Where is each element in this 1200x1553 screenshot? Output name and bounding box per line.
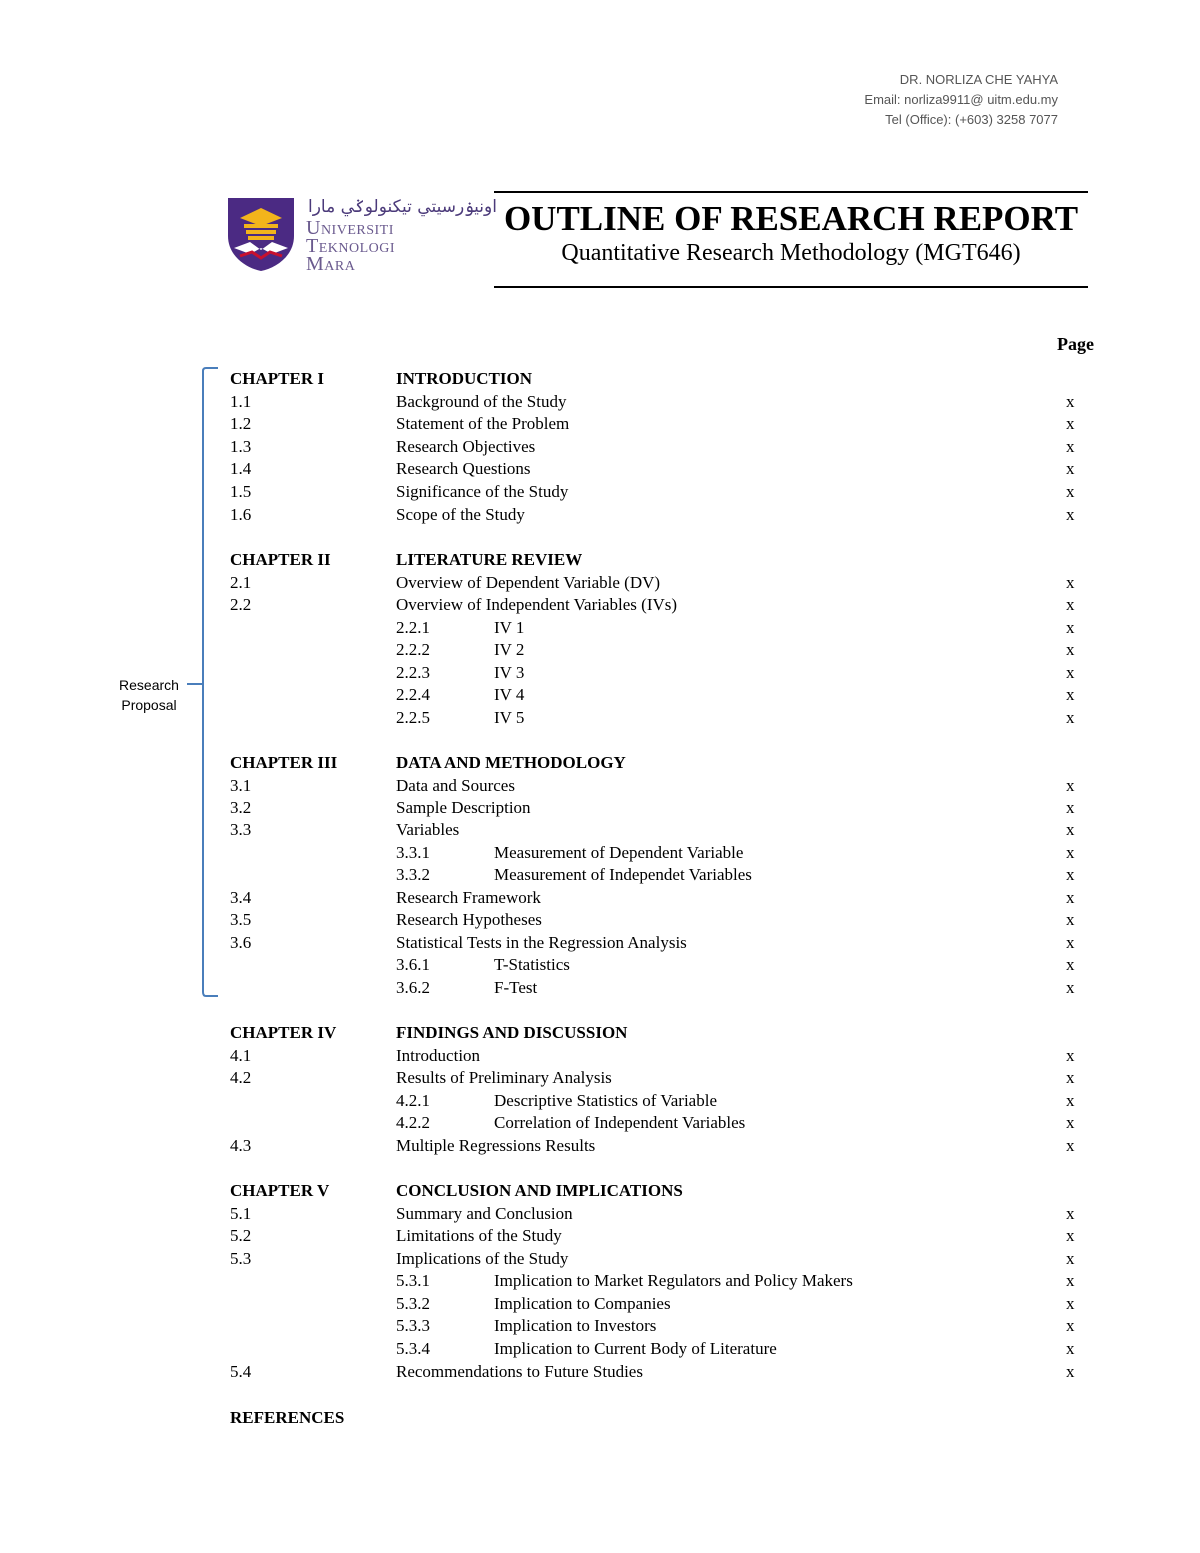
toc-title: IV 2 [494, 640, 525, 659]
toc-number: CHAPTER I [230, 369, 324, 388]
toc-title: Sample Description [396, 798, 531, 817]
toc-number: 1.3 [230, 437, 252, 456]
toc-row [0, 617, 1200, 639]
toc-page-number: x [1066, 437, 1075, 456]
toc-number: 3.5 [230, 910, 252, 929]
toc-subnumber: 3.6.1 [396, 955, 430, 974]
toc-page-number: x [1066, 1226, 1075, 1245]
toc-subnumber: 5.3.1 [396, 1271, 430, 1290]
toc-subnumber: 2.2.2 [396, 640, 430, 659]
toc-row [0, 797, 1200, 819]
toc-title: Overview of Dependent Variable (DV) [396, 573, 661, 592]
toc-title: Research Objectives [396, 437, 536, 456]
toc-number: CHAPTER III [230, 753, 338, 772]
toc-page-number: x [1066, 1294, 1075, 1313]
toc-row [0, 1315, 1200, 1337]
toc-subnumber: 3.3.1 [396, 843, 430, 862]
toc-row [0, 819, 1200, 841]
toc-row [0, 413, 1200, 435]
toc-page-number: x [1066, 1271, 1075, 1290]
toc-row [0, 775, 1200, 797]
toc-title: Research Framework [396, 888, 541, 907]
toc-page-number: x [1066, 910, 1075, 929]
toc-title: Research Questions [396, 459, 531, 478]
toc-subnumber: 2.2.1 [396, 618, 430, 637]
toc-row [0, 1361, 1200, 1383]
toc-title: Statistical Tests in the Regression Analysis [396, 933, 687, 952]
toc-title: Implication to Current Body of Literature [494, 1339, 777, 1358]
toc-row [0, 1135, 1200, 1157]
toc-row [0, 864, 1200, 886]
toc-row [0, 1270, 1200, 1292]
toc-title: LITERATURE REVIEW [396, 550, 583, 569]
logo-arabic-text: اونيۏرسيتي تيكنولوݢي مارا [308, 197, 497, 217]
toc-subnumber: 5.3.4 [396, 1339, 430, 1358]
toc-chapter-row [0, 752, 1200, 774]
toc-page-number: x [1066, 1249, 1075, 1268]
toc-page-number: x [1066, 573, 1075, 592]
logo-line-2: Teknologi [306, 235, 396, 257]
toc-page-number: x [1066, 798, 1075, 817]
toc-title: Limitations of the Study [396, 1226, 562, 1245]
toc-row [0, 639, 1200, 661]
toc-page-number: x [1066, 888, 1075, 907]
toc-number: 1.6 [230, 505, 252, 524]
toc-row [0, 954, 1200, 976]
toc-title: Scope of the Study [396, 505, 525, 524]
toc-number: 3.2 [230, 798, 252, 817]
toc-title: IV 4 [494, 685, 525, 704]
toc-page-number: x [1066, 1136, 1075, 1155]
toc-number: REFERENCES [230, 1408, 345, 1427]
toc-title: DATA AND METHODOLOGY [396, 753, 626, 772]
toc-row [0, 458, 1200, 480]
toc-page-number: x [1066, 1046, 1075, 1065]
toc-title: F-Test [494, 978, 538, 997]
toc-title: Data and Sources [396, 776, 515, 795]
toc-page-number: x [1066, 685, 1075, 704]
toc-number: CHAPTER IV [230, 1023, 337, 1042]
toc-title: Implication to Market Regulators and Policy Makers [494, 1271, 853, 1290]
toc-page-number: x [1066, 595, 1075, 614]
toc-page-number: x [1066, 955, 1075, 974]
toc-number: 1.2 [230, 414, 252, 433]
toc-row [0, 1293, 1200, 1315]
toc-title: Background of the Study [396, 392, 567, 411]
toc-title: Summary and Conclusion [396, 1204, 573, 1223]
toc-number: 4.2 [230, 1068, 252, 1087]
toc-page-number: x [1066, 482, 1075, 501]
toc-number: 5.2 [230, 1226, 252, 1245]
toc-number: 5.1 [230, 1204, 252, 1223]
toc-row [0, 436, 1200, 458]
toc-row [0, 1067, 1200, 1089]
toc-row [0, 572, 1200, 594]
toc-title: Implication to Investors [494, 1316, 657, 1335]
toc-number: 1.5 [230, 482, 252, 501]
toc-page-number: x [1066, 1362, 1075, 1381]
toc-chapter-row [0, 1022, 1200, 1044]
toc-number: 5.4 [230, 1362, 252, 1381]
toc-page-number: x [1066, 618, 1075, 637]
toc-title: Implication to Companies [494, 1294, 671, 1313]
toc-title: Implications of the Study [396, 1249, 569, 1268]
toc-page-number: x [1066, 1091, 1075, 1110]
toc-page-number: x [1066, 392, 1075, 411]
page-column-heading: Page [1057, 334, 1094, 354]
uitm-crest-icon [226, 196, 296, 272]
toc-row [0, 977, 1200, 999]
toc-title: T-Statistics [494, 955, 570, 974]
toc-number: CHAPTER II [230, 550, 331, 569]
toc-subnumber: 4.2.2 [396, 1113, 430, 1132]
toc-row [0, 684, 1200, 706]
toc-page-number: x [1066, 459, 1075, 478]
toc-subnumber: 3.3.2 [396, 865, 430, 884]
toc-row [0, 391, 1200, 413]
toc-chapter-row [0, 1407, 1200, 1429]
toc-subnumber: 5.3.3 [396, 1316, 430, 1335]
toc-page-number: x [1066, 640, 1075, 659]
toc-row [0, 1338, 1200, 1360]
toc-title: IV 1 [494, 618, 525, 637]
toc-title: Descriptive Statistics of Variable [494, 1091, 717, 1110]
toc-title: Overview of Independent Variables (IVs) [396, 595, 678, 614]
toc-title: Recommendations to Future Studies [396, 1362, 643, 1381]
toc-row [0, 1112, 1200, 1134]
author-email: Email: norliza9911@ uitm.edu.my [864, 92, 1058, 107]
document-subtitle: Quantitative Research Methodology (MGT646) [561, 240, 1021, 266]
toc-subnumber: 4.2.1 [396, 1091, 430, 1110]
toc-row [0, 1248, 1200, 1270]
toc-chapter-row [0, 1180, 1200, 1202]
toc-subnumber: 2.2.4 [396, 685, 430, 704]
toc-title: Measurement of Dependent Variable [494, 843, 744, 862]
toc-page-number: x [1066, 1204, 1075, 1223]
toc-chapter-row [0, 549, 1200, 571]
toc-page-number: x [1066, 505, 1075, 524]
toc-row [0, 932, 1200, 954]
uitm-logo [226, 196, 497, 276]
toc-title: Correlation of Independent Variables [494, 1113, 746, 1132]
toc-row [0, 481, 1200, 503]
research-proposal-label: Research Proposal [119, 677, 179, 713]
toc-row [0, 707, 1200, 729]
toc-page-number: x [1066, 776, 1075, 795]
toc-number: 5.3 [230, 1249, 252, 1268]
toc-title: Research Hypotheses [396, 910, 542, 929]
toc-subnumber: 3.6.2 [396, 978, 430, 997]
toc-title: Results of Preliminary Analysis [396, 1068, 612, 1087]
toc-chapter-row [0, 368, 1200, 390]
logo-line-3: Mara [306, 253, 356, 275]
toc-row [0, 1203, 1200, 1225]
toc-number: 3.6 [230, 933, 252, 952]
toc-number: 2.2 [230, 595, 252, 614]
toc-number: 2.1 [230, 573, 252, 592]
toc-page-number: x [1066, 1339, 1075, 1358]
toc-page-number: x [1066, 663, 1075, 682]
toc-number: 3.3 [230, 820, 252, 839]
toc-page-number: x [1066, 820, 1075, 839]
toc-number: 1.4 [230, 459, 252, 478]
toc-subnumber: 2.2.3 [396, 663, 430, 682]
logo-line-1: Universiti [306, 217, 394, 239]
toc-row [0, 594, 1200, 616]
toc-title: FINDINGS AND DISCUSSION [396, 1023, 628, 1042]
toc-page-number: x [1066, 414, 1075, 433]
toc-number: 4.1 [230, 1046, 252, 1065]
toc-subnumber: 2.2.5 [396, 708, 430, 727]
author-name: DR. NORLIZA CHE YAHYA [899, 72, 1058, 87]
toc-page-number: x [1066, 1316, 1075, 1335]
toc-title: CONCLUSION AND IMPLICATIONS [396, 1181, 683, 1200]
title-block [494, 191, 1088, 288]
toc-subnumber: 5.3.2 [396, 1294, 430, 1313]
toc-row [0, 842, 1200, 864]
toc-title: Variables [396, 820, 460, 839]
toc-number: 3.1 [230, 776, 252, 795]
toc-title: Measurement of Independet Variables [494, 865, 752, 884]
toc-row [0, 1225, 1200, 1247]
toc-row [0, 887, 1200, 909]
toc-number: CHAPTER V [230, 1181, 330, 1200]
toc-number: 4.3 [230, 1136, 252, 1155]
toc-row [0, 909, 1200, 931]
toc-row [0, 662, 1200, 684]
toc-number: 1.1 [230, 392, 252, 411]
toc-page-number: x [1066, 708, 1075, 727]
toc-number: 3.4 [230, 888, 252, 907]
toc-title: Introduction [396, 1046, 481, 1065]
toc-row [0, 1090, 1200, 1112]
author-contact [864, 70, 1058, 130]
toc-page-number: x [1066, 978, 1075, 997]
toc-title: Significance of the Study [396, 482, 569, 501]
toc-page-number: x [1066, 933, 1075, 952]
toc-title: INTRODUCTION [396, 369, 533, 388]
toc-title: Multiple Regressions Results [396, 1136, 596, 1155]
toc-page-number: x [1066, 843, 1075, 862]
toc-page-number: x [1066, 865, 1075, 884]
document-title: OUTLINE OF RESEARCH REPORT [503, 199, 1079, 238]
toc-page-number: x [1066, 1113, 1075, 1132]
toc-title: IV 5 [494, 708, 525, 727]
toc-row [0, 1045, 1200, 1067]
toc-title: Statement of the Problem [396, 414, 570, 433]
toc-page-number: x [1066, 1068, 1075, 1087]
toc-title: IV 3 [494, 663, 525, 682]
author-phone: Tel (Office): (+603) 3258 7077 [885, 112, 1058, 127]
toc-row [0, 504, 1200, 526]
